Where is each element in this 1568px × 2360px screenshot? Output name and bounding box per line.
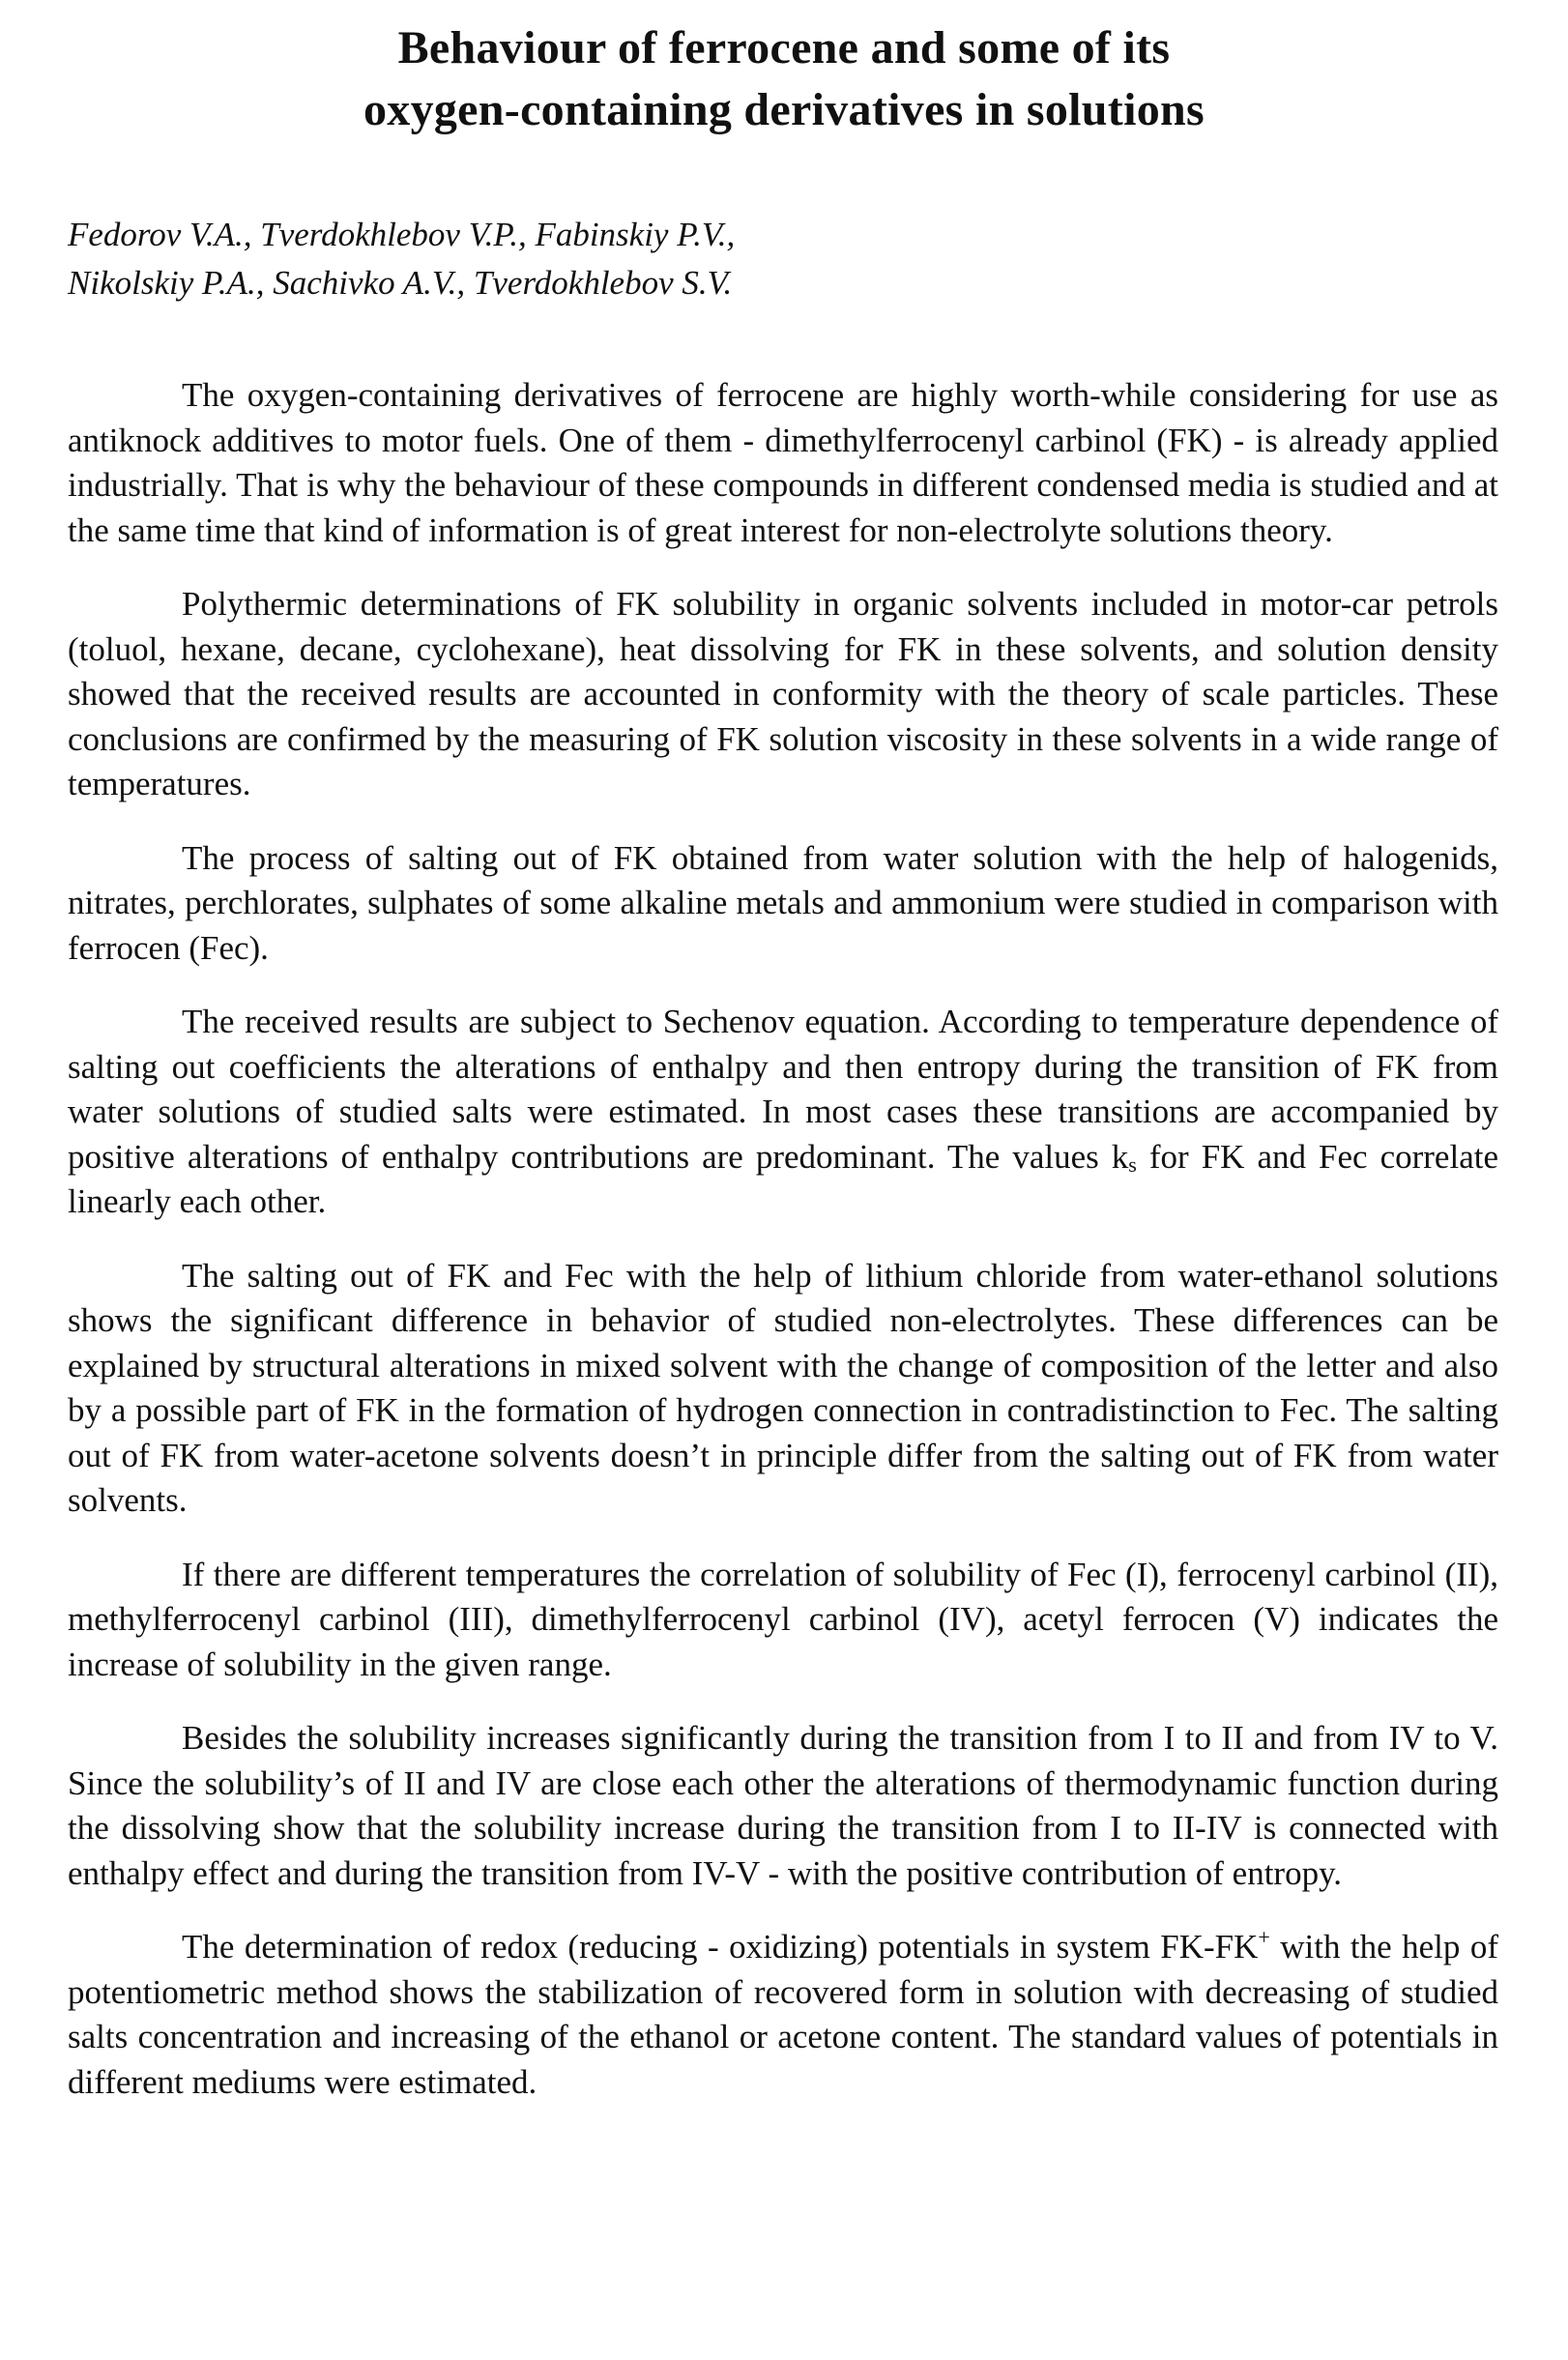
- paragraph-7: Besides the solubility increases significantly during the transition from I to II and from IV to V. Since the solubility’s of II and IV are close each other the alterations of thermodynamic function during the dissolving show that the solubility increase during the transition from I to II-IV is connected with enthalpy effect and during the transition from IV-V - with the positive contribution of entropy.: [68, 1719, 1498, 1892]
- fk-plus-superscript: +: [1258, 1925, 1270, 1949]
- author-line-2: Nikolskiy P.A., Sachivko A.V., Tverdokhlebov S.V.: [68, 264, 733, 302]
- paragraph-8-text-a: The determination of redox (reducing - oxidizing) potentials in system FK-FK: [182, 1928, 1259, 1966]
- author-list: [68, 211, 735, 307]
- paragraph-3: The process of salting out of FK obtained from water solution with the help of halogenids, nitrates, perchlorates, sulphates of some alkaline metals and ammonium were studied in comparison with ferrocen (Fec).: [68, 838, 1498, 967]
- paper-title-line-2: oxygen-containing derivatives in solutions: [363, 84, 1205, 135]
- paragraph-8-text-b: with the help of potentiometric method shows the stabilization of recovered form in solution with decreasing of studied salts concentration and increasing of the ethanol or acetone content. The standard values of potentials in different mediums were estimated.: [68, 1928, 1498, 2101]
- author-line-1: Fedorov V.A., Tverdokhlebov V.P., Fabinskiy P.V.,: [68, 216, 736, 253]
- paper-title-line-1: Behaviour of ferrocene and some of its: [397, 22, 1171, 73]
- abstract-body: [68, 373, 1498, 2134]
- paragraph-2: Polythermic determinations of FK solubility in organic solvents included in motor-car petrols (toluol, hexane, decane, cyclohexane), heat dissolving for FK in these solvents, and solution density showed that the received results are accounted in conformity with the theory of scale particles. These conclusions are confirmed by the measuring of FK solution viscosity in these solvents in a wide range of temperatures.: [68, 585, 1498, 802]
- paragraph-8: [68, 1925, 1498, 2105]
- paragraph-1: The oxygen-containing derivatives of ferrocene are highly worth-while considering for use as antiknock additives to motor fuels. One of them - dimethylferrocenyl carbinol (FK) - is already applied industrially. That is why the behaviour of these compounds in different condensed media is studied and at the same time that kind of information is of great interest for non-electrolyte solutions theory.: [68, 376, 1498, 549]
- paragraph-4: [68, 1000, 1498, 1225]
- paragraph-4-text-a: The received results are subject to Sechenov equation. According to temperature dependence of salting out coefficients the alterations of enthalpy and then entropy during the transition of FK from water solutions of studied salts were estimated. In most cases these transitions are accompanied by positive alterations of enthalpy contributions are predominant. The values k: [68, 1003, 1498, 1176]
- paragraph-4-text-b: for FK and Fec correlate linearly each other.: [68, 1137, 1498, 1220]
- ks-subscript: s: [1128, 1151, 1137, 1177]
- paragraph-5: The salting out of FK and Fec with the help of lithium chloride from water-ethanol solutions shows the significant difference in behavior of studied non-electrolytes. These differences can be explained by structural alterations in mixed solvent with the change of composition of the letter and also by a possible part of FK in the formation of hydrogen connection in contradistinction to Fec. The salting out of FK from water-acetone solvents doesn’t in principle differ from the salting out of FK from water solvents.: [68, 1256, 1498, 1519]
- paper-title: [0, 17, 1568, 141]
- paragraph-6: If there are different temperatures the correlation of solubility of Fec (I), ferrocenyl carbinol (II), methylferrocenyl carbinol (III), dimethylferrocenyl carbinol (IV), acetyl ferrocen (V) indicates the increase of solubility in the given range.: [68, 1555, 1498, 1683]
